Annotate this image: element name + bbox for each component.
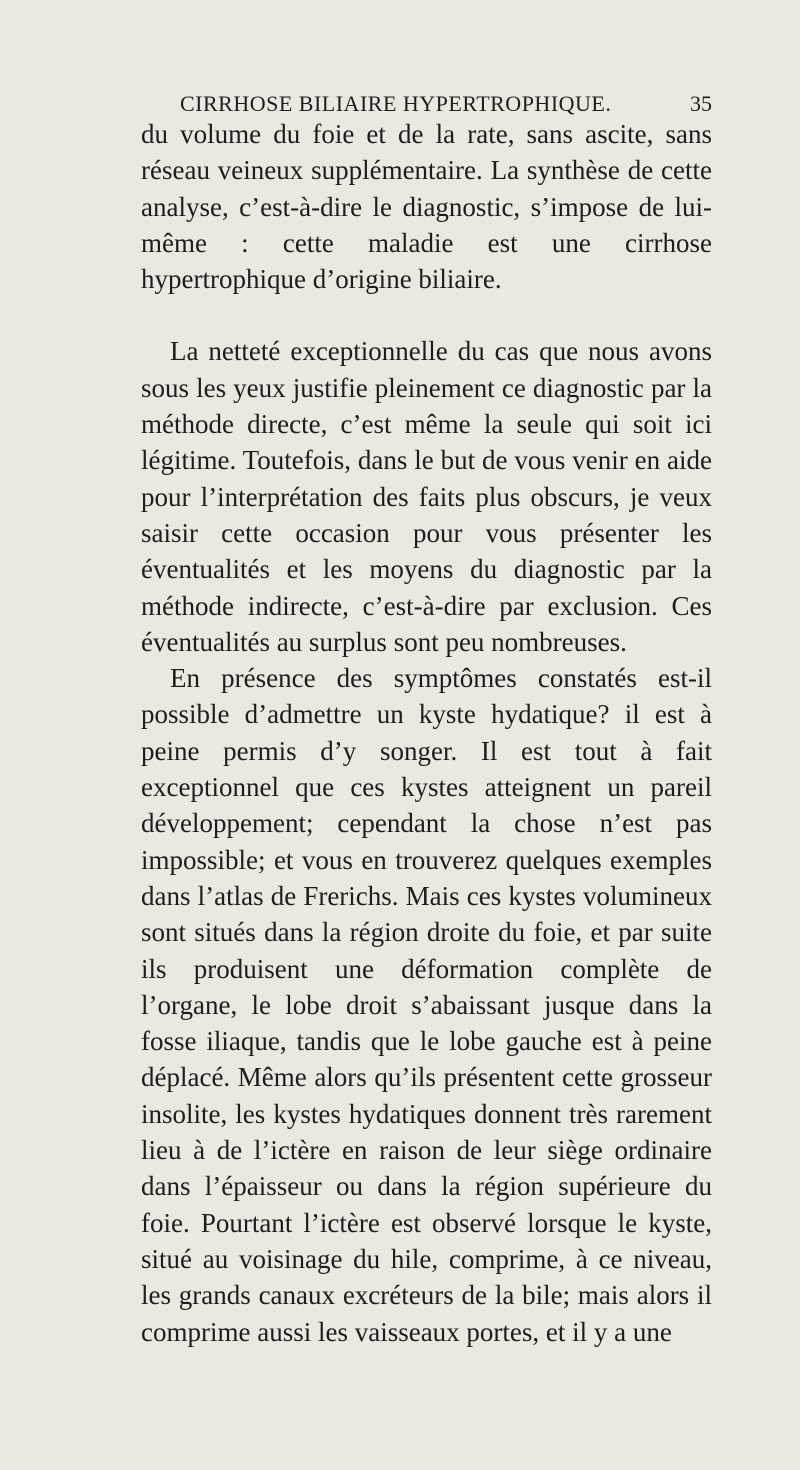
paragraph-3: En présence des symptômes constatés est-il possible d’admettre un kyste hydatique? il est à peine permis d’y songer. Il est tout à fait exceptionnel que ces kystes atteignent un pareil développement; cependant la chose n’est pas impossible; et vous en trouverez quelques exemples dans l’atlas de Frerichs. Mais ces kystes volumineux sont situés dans la région droite du foie, et par suite ils produisent une déformation complète de l’organe, le lobe droit s’abaissant jusque dans la fosse iliaque, tandis que le lobe gauche est à peine déplacé. Même alors qu’ils présentent cette grosseur insolite, les kystes hydatiques donnent très rarement lieu à de l’ictère en raison de leur siège ordinaire dans l’épaisseur ou dans la région supérieure du foie. Pourtant l’ictère est observé lorsque le kyste, situé au voisinage du hile, comprime, à ce niveau, les grands canaux excréteurs de la bile; mais alors il comprime aussi les vaisseaux portes, et il y a une xyxy=(141,663,712,1347)
paragraph-2: La netteté exceptionnelle du cas que nous avons sous les yeux justifie pleinement ce diagnostic par la méthode directe, c’est même la seule qui soit ici légitime. Toutefois, dans le but de vous venir en aide pour l’interprétation des faits plus obscurs, je veux saisir cette occasion pour vous présenter les éventualités et les moyens du diagnostic par la méthode indirecte, c’est-à-dire par exclusion. Ces éventualités au surplus sont peu nombreuses. xyxy=(141,336,712,657)
body-text xyxy=(141,116,712,1350)
paragraph-1: du volume du foie et de la rate, sans ascite, sans réseau veineux supplémentaire. La synthèse de cette analyse, c’est-à-dire le diagnostic, s’impose de lui-même : cette maladie est une cirrhose hypertrophique d’origine biliaire. xyxy=(141,119,712,295)
running-head: CIRRHOSE BILIAIRE HYPERTROPHIQUE. xyxy=(180,91,612,116)
page-number: 35 xyxy=(690,91,712,116)
paragraph-break xyxy=(141,297,712,333)
